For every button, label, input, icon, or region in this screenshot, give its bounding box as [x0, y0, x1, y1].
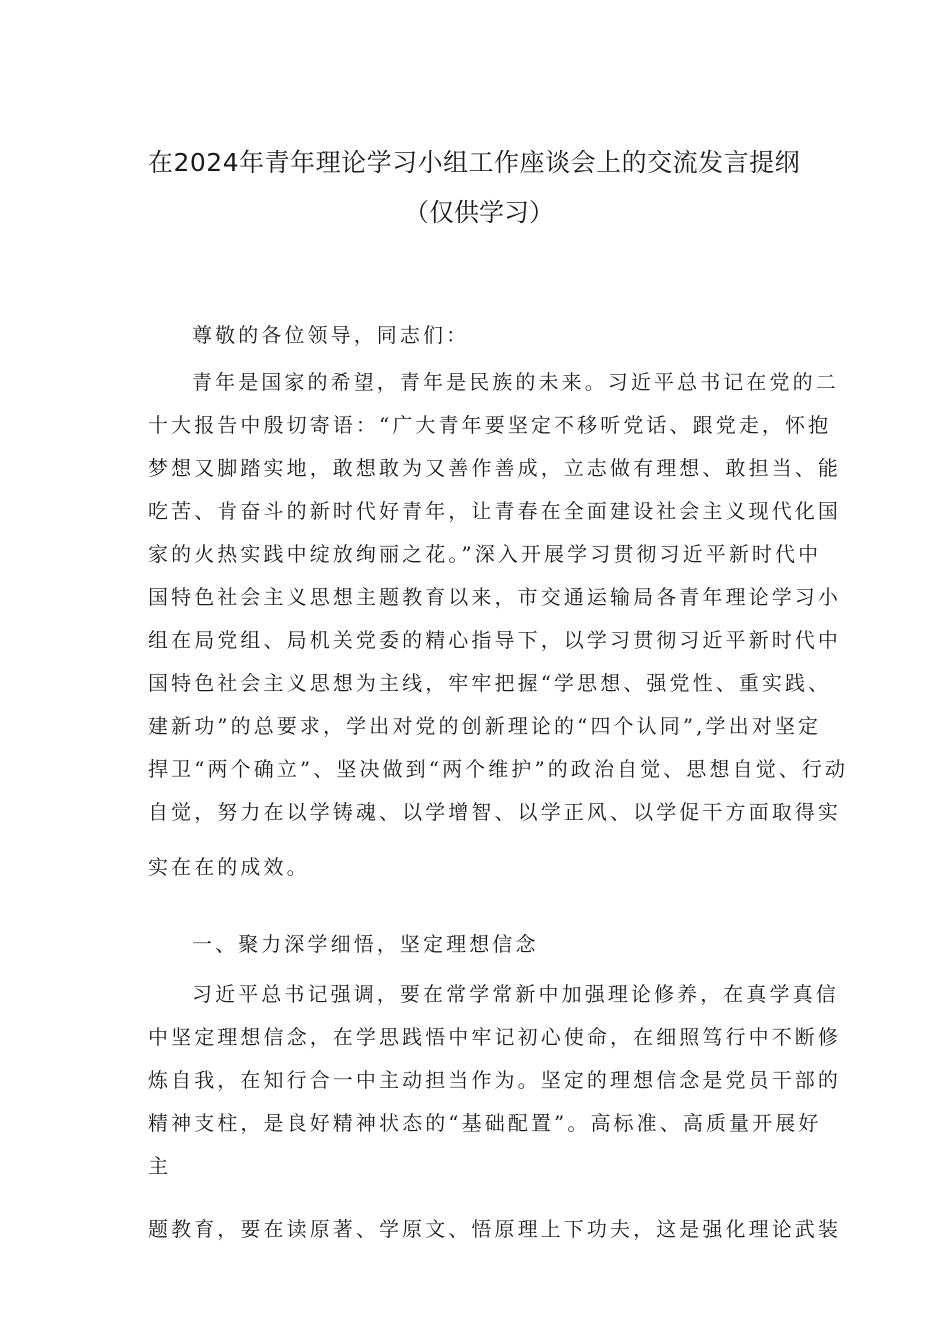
paragraph-line: 自觉，努力在以学铸魂、以学增智、以学正风、以学促干方面取得实 — [148, 800, 841, 824]
paragraph-line: 炼自我，在知行合一中主动担当作为。坚定的理想信念是党员干部的 — [148, 1068, 841, 1092]
paragraph-line: 建新功”的总要求，学出对党的创新理论的“四个认同”,学出对坚定 — [148, 714, 822, 738]
section-heading: 一、聚力深学细悟，坚定理想信念 — [192, 932, 539, 956]
paragraph-line: 实在在的成效。 — [148, 855, 310, 879]
document-title: 在2024年青年理论学习小组工作座谈会上的交流发言提纲 — [148, 148, 801, 177]
paragraph-line: 国特色社会主义思想主题教育以来，市交通运输局各青年理论学习小 — [148, 585, 841, 609]
paragraph-line: 吃苦、肯奋斗的新时代好青年，让青春在全面建设社会主义现代化国 — [148, 499, 841, 523]
paragraph-line: 国特色社会主义思想为主线，牢牢把握“学思想、强党性、重实践、 — [148, 671, 832, 695]
paragraph-line: 题教育，要在读原著、学原文、悟原理上下功夫，这是强化理论武装 — [148, 1217, 841, 1241]
paragraph-line: 主 — [148, 1154, 172, 1178]
paragraph-line: 家的火热实践中绽放绚丽之花。”深入开展学习贯彻习近平新时代中 — [148, 542, 822, 566]
paragraph-line: 中坚定理想信念，在学思践悟中牢记初心使命，在细照笃行中不断修 — [148, 1025, 841, 1049]
paragraph-line: 青年是国家的希望，青年是民族的未来。习近平总书记在党的二 — [192, 370, 839, 394]
document-subtitle: （仅供学习） — [403, 198, 554, 227]
paragraph-line: 组在局党组、局机关党委的精心指导下，以学习贯彻习近平新时代中 — [148, 628, 841, 652]
paragraph-line: 梦想又脚踏实地，敢想敢为又善作善成，立志做有理想、敢担当、能 — [148, 456, 841, 480]
paragraph-line: 习近平总书记强调，要在常学常新中加强理论修养，在真学真信 — [192, 982, 839, 1006]
salutation: 尊敬的各位领导，同志们： — [192, 323, 470, 347]
paragraph-line: 十大报告中殷切寄语：“广大青年要坚定不移听党话、跟党走，怀抱 — [148, 413, 832, 437]
paragraph-line: 精神支柱，是良好精神状态的“基础配置”。高标准、高质量开展好 — [148, 1111, 822, 1135]
paragraph-line: 捍卫“两个确立”、坚决做到“两个维护”的政治自觉、思想自觉、行动 — [148, 757, 849, 781]
